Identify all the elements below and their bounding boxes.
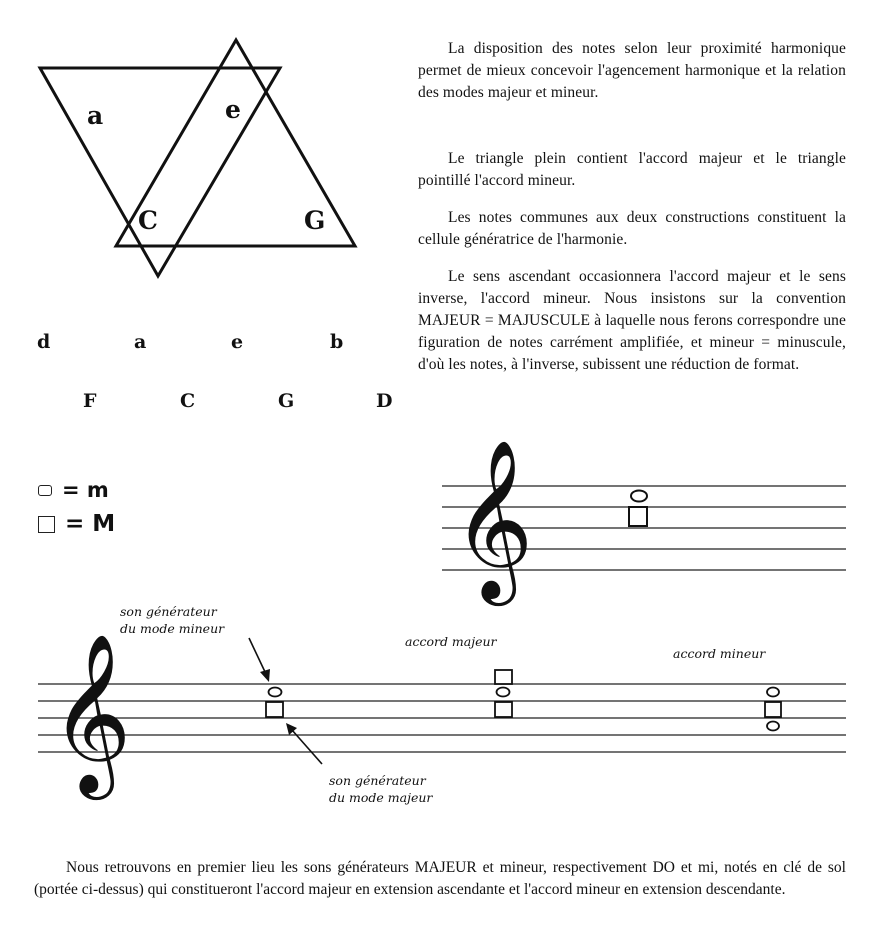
- major-row-item: C: [180, 390, 196, 412]
- paragraph-conclusion: Nous retrouvons en premier lieu les sons générateurs MAJEUR et mineur, respectivement DO et mi, notés en clé de sol (portée ci-dessus) qui constitueront l'accord majeur en extension ascendante et l'accord mineur en extension descendante.: [34, 859, 846, 898]
- minor-chord-note-bottom: [767, 722, 779, 731]
- triangle-label-c: C: [138, 206, 158, 235]
- minor-row-item: a: [134, 331, 147, 353]
- minor-generator-note: [269, 688, 282, 697]
- triangle-label-e: e: [225, 95, 241, 124]
- treble-clef-icon: 𝄞: [452, 438, 534, 599]
- minor-chord-note-top: [767, 688, 779, 697]
- major-row-item: G: [278, 390, 295, 412]
- arrow-minor-generator: [249, 638, 266, 674]
- legend-major-label: = M: [65, 511, 116, 537]
- paragraph-convention: Le sens ascendant occasionnera l'accord majeur et le sens inverse, l'accord mineur. Nous insistons sur la convention MAJEUR = MAJUSCULE à laquelle nous ferons correspondre une figuration de notes carrément amplifiée, et mineur = minuscule, d'où les notes, à l'inverse, subissent une réduction de format.: [418, 268, 846, 373]
- paragraph-common-notes: Les notes communes aux deux constructions constituent la cellule génératrice de l'harmonie.: [418, 209, 846, 248]
- paragraph-intro: La disposition des notes selon leur proximité harmonique permet de mieux concevoir l'agencement harmonique et la relation des modes majeur et mineur.: [418, 40, 846, 101]
- minor-row-item: d: [37, 331, 51, 353]
- annotation-minor-chord: accord mineur: [673, 646, 766, 661]
- triangle-label-g: G: [304, 206, 326, 235]
- major-generator-note: [266, 702, 283, 717]
- major-row-item: F: [83, 390, 97, 412]
- minor-chord-note-mid: [765, 702, 781, 717]
- treble-clef-icon: 𝄞: [50, 632, 132, 793]
- legend-minor-label: = m: [62, 478, 109, 502]
- annotation-major-chord: accord majeur: [405, 634, 497, 649]
- minor-row-item: e: [231, 331, 244, 353]
- major-chord-note-mid: [497, 688, 510, 697]
- annotation-minor-generator: son générateur du mode mineur: [120, 604, 225, 636]
- triangle-label-a: a: [87, 101, 104, 130]
- major-chord-note-top: [495, 670, 512, 684]
- paragraph-triangles: Le triangle plein contient l'accord majeur et le triangle pointillé l'accord mineur.: [418, 150, 846, 189]
- annotation-major-generator: son générateur du mode majeur: [329, 773, 433, 805]
- minor-row-item: b: [330, 331, 344, 353]
- major-row-item: D: [376, 390, 393, 412]
- major-chord-note-bottom: [495, 702, 512, 717]
